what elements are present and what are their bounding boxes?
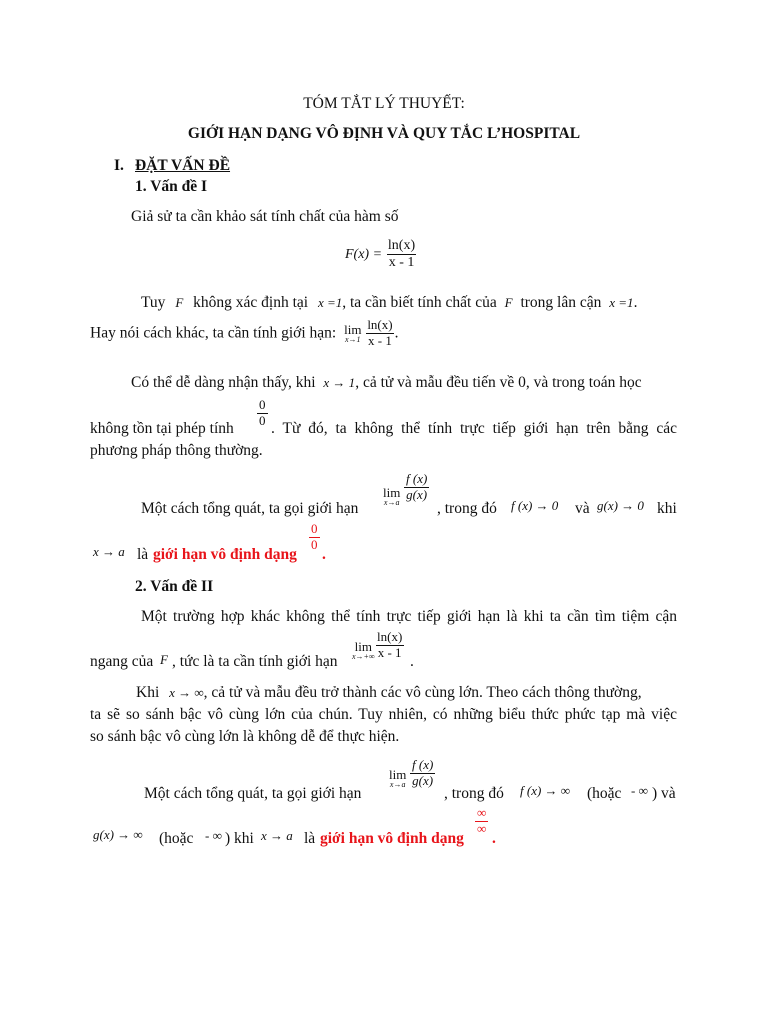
q6-text-b: , trong đó — [444, 785, 504, 802]
q6-lim-sub: x→a — [389, 780, 406, 789]
q6-lim — [389, 768, 406, 789]
p2-den: x - 1 — [368, 332, 392, 348]
p4-text-b: . Từ đó, ta không thể tính trực tiếp giới hạn trên bằng các — [271, 420, 677, 437]
p2-lim-word: lim — [344, 321, 362, 337]
q6-text-a: Một cách tổng quát, ta gọi giới hạn — [144, 785, 362, 802]
q2-lim-sub: x→+∞ — [352, 652, 375, 661]
p1-text-a: Tuy — [141, 294, 166, 311]
p2-lim-sub: x→1 — [344, 334, 361, 344]
p4-den: 0 — [259, 412, 266, 428]
q7-g: g(x) → ∞ — [93, 827, 143, 842]
p6-f: f (x) → 0 — [511, 498, 559, 513]
p6-and: và — [575, 500, 590, 517]
p1-F2: F — [504, 295, 513, 310]
formula-lhs: F(x) = — [345, 247, 383, 263]
q7-red-term: giới hạn vô định dạng — [320, 830, 464, 847]
problem1-p2 — [90, 318, 398, 349]
formula-denominator: x - 1 — [388, 255, 415, 271]
q7-when: ) khi — [225, 830, 254, 847]
q6-den: g(x) — [412, 772, 434, 788]
p2-text: Hay nói cách khác, ta cần tính giới hạn: — [90, 324, 337, 342]
p4-num: 0 — [259, 397, 266, 412]
q6-and: ) và — [652, 785, 676, 802]
q3-x: x → ∞ — [169, 685, 204, 700]
problem1-p3 — [131, 374, 642, 392]
q6-f: f (x) → ∞ — [520, 783, 571, 798]
p7-num: 0 — [311, 521, 318, 536]
p6-frac — [404, 472, 429, 503]
q3-text-a: Khi — [136, 684, 160, 701]
p2-frac — [365, 318, 394, 349]
p6-when: khi — [657, 500, 677, 517]
q7-den: ∞ — [477, 820, 487, 836]
problem2-p5: so sánh bậc vô cùng lớn là không dễ để thực hiện. — [90, 728, 400, 745]
p4-text-a: không tồn tại phép tính — [90, 420, 234, 437]
p1-F: F — [175, 295, 184, 310]
p7-red-term: giới hạn vô định dạng — [153, 546, 297, 563]
q2-den: x - 1 — [377, 644, 402, 660]
p1-x1: x =1 — [317, 295, 343, 310]
p7-x: x → a — [93, 544, 125, 559]
p1-text-d: trong lân cận — [520, 294, 602, 311]
p6-lim-word: lim — [383, 485, 401, 500]
q2-text-b: , tức là ta cần tính giới hạn — [172, 653, 338, 670]
q2-lim-word: lim — [354, 639, 372, 654]
problem2-p4: ta sẽ so sánh bậc vô cùng lớn của chún. Tuy nhiên, có những biểu thức phức tạp mà việc — [90, 706, 677, 723]
problem1-intro: Giả sử ta cần khảo sát tính chất của hàm số — [131, 208, 399, 225]
p7-end: . — [322, 546, 326, 563]
q2-lim — [352, 640, 375, 661]
q6-neg: - ∞ — [631, 783, 648, 798]
q7-num: ∞ — [477, 805, 487, 820]
formula-fraction — [386, 238, 417, 271]
document-title: TÓM TẮT LÝ THUYẾT: — [303, 95, 465, 112]
q7-x: x → a — [261, 828, 293, 843]
problem2-p1: Một trường hợp khác không thể tính trực tiếp giới hạn là khi ta cần tìm tiệm cận — [141, 608, 677, 625]
q6-frac — [410, 758, 435, 789]
q7-is: là — [304, 830, 316, 847]
q2-end: . — [410, 653, 414, 670]
formula-numerator: ln(x) — [387, 238, 416, 253]
q6-lim-word: lim — [389, 767, 407, 782]
p7-frac — [309, 522, 320, 553]
problem1-p1 — [141, 294, 637, 312]
p7-is: là — [137, 546, 149, 563]
function-formula — [345, 238, 417, 271]
p6-den: g(x) — [406, 486, 428, 502]
document-subtitle: GIỚI HẠN DẠNG VÔ ĐỊNH VÀ QUY TẮC L’HOSPITAL — [187, 125, 581, 142]
q3-text-b: , cả tử và mẫu đều trở thành các vô cùng lớn. Theo cách thông thường, — [203, 684, 642, 701]
section-number: I. — [114, 157, 124, 174]
q7-neg: - ∞ — [205, 828, 222, 843]
problem2-heading: 2. Vấn đề II — [135, 578, 214, 595]
p4-frac — [257, 398, 268, 429]
p1-text-b: không xác định tại — [193, 294, 309, 311]
p2-lim — [344, 323, 361, 344]
q6-num: f (x) — [412, 757, 434, 772]
q6-or: (hoặc — [587, 785, 622, 802]
p1-x2: x =1 — [609, 295, 634, 310]
q2-num: ln(x) — [377, 629, 403, 644]
p6-lim-sub: x→a — [383, 498, 400, 507]
p2-num: ln(x) — [367, 317, 393, 332]
p1-text-c: , ta cần biết tính chất của — [342, 294, 497, 311]
p6-num: f (x) — [406, 471, 428, 486]
p6-g: g(x) → 0 — [597, 498, 644, 513]
q7-end: . — [492, 830, 496, 847]
p6-text-a: Một cách tổng quát, ta gọi giới hạn — [141, 500, 359, 517]
p6-text-b: , trong đó — [437, 500, 497, 517]
section-heading: ĐẶT VẤN ĐỀ — [135, 157, 231, 174]
p1-text-e: . — [633, 294, 638, 311]
p2-end: . — [394, 324, 399, 342]
problem1-p5: phương pháp thông thường. — [90, 442, 263, 459]
p3-x: x → 1 — [323, 375, 356, 390]
p3-text-a: Có thể dễ dàng nhận thấy, khi — [131, 374, 316, 391]
problem2-p3 — [136, 684, 642, 702]
p7-den: 0 — [311, 536, 318, 552]
q2-text-a: ngang của — [90, 653, 154, 670]
q7-or: (hoặc — [159, 830, 194, 847]
p3-text-b: , cả tử và mẫu đều tiến về 0, và trong toán học — [355, 374, 642, 391]
q7-frac — [475, 806, 488, 837]
q2-frac — [375, 630, 404, 661]
problem1-heading: 1. Vấn đề I — [135, 178, 208, 195]
p6-lim — [383, 486, 400, 507]
q2-F: F — [160, 652, 168, 667]
